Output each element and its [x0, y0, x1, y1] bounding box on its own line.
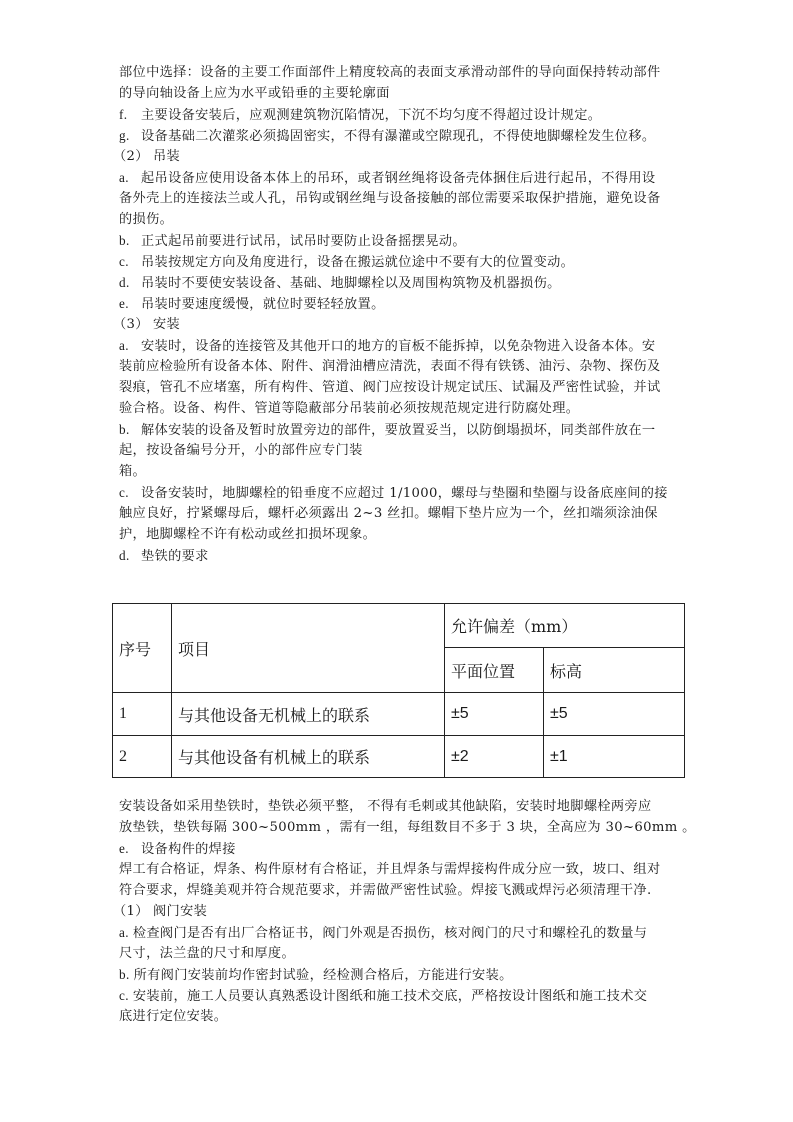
paragraph-line: 放垫铁，垫铁每隔 300~500mm ，需有一组，每组数目不多于 3 块，全高应为 30~60mm 。	[119, 820, 696, 835]
paragraph-line: 裂痕，管孔不应堵塞，所有构件、管道、阀门应按设计规定试压、试漏及严密性试验，并试	[119, 380, 661, 395]
section-title: 安装	[153, 317, 181, 332]
table-header-item: 项目	[172, 604, 445, 693]
list-item-f	[119, 104, 679, 125]
list-marker: a.	[119, 925, 129, 940]
list-marker: e.	[119, 296, 129, 311]
table-row	[113, 693, 685, 736]
list-item	[119, 335, 679, 356]
section-heading-hoisting	[113, 146, 679, 167]
list-item-text: 解体安装的设备及暂时放置旁边的部件，要放置妥当，以防倒塌损坏，同类部件放在一	[141, 423, 656, 438]
list-item-text: 吊装时不要使安装设备、基础、地脚螺栓以及周围构筑物及机器损伤。	[141, 276, 561, 291]
section-title: 阀门安装	[153, 904, 208, 919]
list-marker: g.	[119, 128, 130, 143]
section-number: （1）	[113, 904, 149, 919]
table-cell-item: 与其他设备有机械上的联系	[172, 736, 445, 778]
paragraph-line: 安装设备如采用垫铁时，垫铁必须平整， 不得有毛刺或其他缺陷，安装时地脚螺栓两旁应	[119, 799, 652, 814]
list-item	[119, 230, 679, 251]
list-item-text: 设备基础二次灌浆必须捣固密实，不得有瀑灌或空隙现孔，不得使地脚螺栓发生位移。	[141, 129, 656, 144]
list-marker: c.	[119, 485, 129, 500]
section-heading-valve	[113, 901, 679, 922]
paragraph-line: 的损伤。	[119, 212, 174, 227]
list-item-text: 安装时，设备的连接管及其他开口的地方的盲板不能拆掉，以免杂物进入设备本体。安	[141, 339, 656, 354]
list-item-text: 安装前，施工人员要认真熟悉设计图纸和施工技术交底，严格按设计图纸和施工技术交	[132, 989, 648, 1004]
list-item	[119, 272, 679, 293]
list-item-text: 设备安装时，地脚螺栓的铅垂度不应超过 1/1000，螺母与垫圈和垫圈与设备底座间的接	[141, 486, 668, 501]
section-number: （2）	[113, 149, 149, 164]
paragraph-line: 护，地脚螺栓不许有松动或丝扣损坏现象。	[119, 527, 377, 542]
list-marker: c.	[119, 988, 129, 1003]
list-item	[119, 985, 679, 1006]
list-marker: d.	[119, 548, 130, 563]
list-item	[119, 167, 679, 188]
table-cell-plane-position: ±2	[445, 736, 544, 778]
list-item	[119, 964, 679, 985]
paragraph-line: 验合格。设备、构件、管道等隐蔽部分吊装前必须按规范规定进行防腐处理。	[119, 401, 580, 416]
list-item	[119, 482, 679, 503]
list-item-text: 吊装时要速度缓慢，就位时要轻轻放置。	[141, 297, 385, 312]
section-heading-installation	[113, 314, 679, 335]
document-body-continued	[113, 796, 696, 1027]
paragraph-line: 焊工有合格证，焊条、构件原材有合格证，并且焊条与需焊接构件成分应一致，坡口、组对	[119, 862, 661, 877]
list-item-text: 检查阀门是否有出厂合格证书，阀门外观是否损伤，核对阀门的尺寸和螺栓孔的数量与	[132, 926, 648, 941]
table-cell-elevation: ±1	[544, 736, 685, 778]
list-item	[119, 251, 679, 272]
list-item-text: 正式起吊前要进行试吊，试吊时要防止设备摇摆晃动。	[141, 234, 466, 249]
paragraph-line: 符合要求，焊缝美观并符合规范要求，并需做严密性试验。焊接飞溅或焊污必须清理干净.	[119, 883, 652, 898]
paragraph-line: 起，按设备编号分开，小的部件应专门装	[119, 443, 363, 458]
paragraph-line: 装前应检验所有设备本体、附件、润滑油槽应清洗，表面不得有铁锈、油污、杂物、探伤及	[119, 359, 661, 374]
list-item-text: 所有阀门安装前均作密封试验，经检测合格后，方能进行安装。	[133, 968, 513, 983]
document-body	[113, 62, 679, 566]
list-item-text: 设备构件的焊接	[141, 842, 236, 857]
list-item	[119, 293, 679, 314]
paragraph-line: 箱。	[119, 464, 147, 479]
list-marker: d.	[119, 275, 130, 290]
list-item-text: 垫铁的要求	[141, 549, 209, 564]
list-item-text: 起吊设备应使用设备本体上的吊环，或者钢丝绳将设备壳体捆住后进行起吊，不得用设	[141, 171, 656, 186]
table-row	[113, 736, 685, 778]
list-item-text: 吊装按规定方向及角度进行，设备在搬运就位途中不要有大的位置变动。	[141, 255, 575, 270]
list-item	[119, 545, 679, 566]
section-number: （3）	[113, 317, 149, 332]
list-marker: b.	[119, 967, 130, 982]
list-item	[119, 419, 679, 440]
table-cell-seq: 1	[113, 693, 172, 736]
list-marker: c.	[119, 254, 129, 269]
table-cell-elevation: ±5	[544, 693, 685, 736]
table-cell-item: 与其他设备无机械上的联系	[172, 693, 445, 736]
table-header-seq: 序号	[113, 604, 172, 693]
paragraph-line: 备外壳上的连接法兰或人孔，吊钩或钢丝绳与设备接触的部位需要采取保护措施，避免设备	[119, 191, 661, 206]
table-header-elevation: 标高	[544, 648, 685, 693]
section-title: 吊装	[153, 149, 181, 164]
list-marker: a.	[119, 170, 129, 185]
shim-tolerance-table	[112, 603, 685, 778]
table-header-tolerance: 允许偏差（mm）	[445, 604, 685, 648]
list-marker: b.	[119, 233, 130, 248]
paragraph-line: 尺寸，法兰盘的尺寸和厚度。	[119, 946, 295, 961]
paragraph-line: 底进行定位安装。	[119, 1009, 228, 1024]
list-marker: f.	[119, 107, 128, 122]
paragraph-line: 的导向轴设备上应为水平或铅垂的主要轮廓面	[119, 86, 390, 101]
table-header-plane-position: 平面位置	[445, 648, 544, 693]
list-item-text: 主要设备安装后，应观测建筑物沉陷情况，下沉不均匀度不得超过设计规定。	[141, 108, 602, 123]
list-marker: a.	[119, 338, 129, 353]
table-cell-seq: 2	[113, 736, 172, 778]
paragraph-line: 触应良好，拧紧螺母后，螺杆必须露出 2~3 丝扣。螺帽下垫片应为一个，丝扣端须涂油保	[119, 506, 658, 521]
list-item-e	[119, 838, 679, 859]
list-marker: e.	[119, 841, 129, 856]
list-item-g	[119, 125, 679, 146]
paragraph-line: 部位中选择：设备的主要工作面部件上精度较高的表面支承滑动部件的导向面保持转动部件	[119, 65, 661, 80]
list-item	[119, 922, 679, 943]
table-cell-plane-position: ±5	[445, 693, 544, 736]
list-marker: b.	[119, 422, 130, 437]
